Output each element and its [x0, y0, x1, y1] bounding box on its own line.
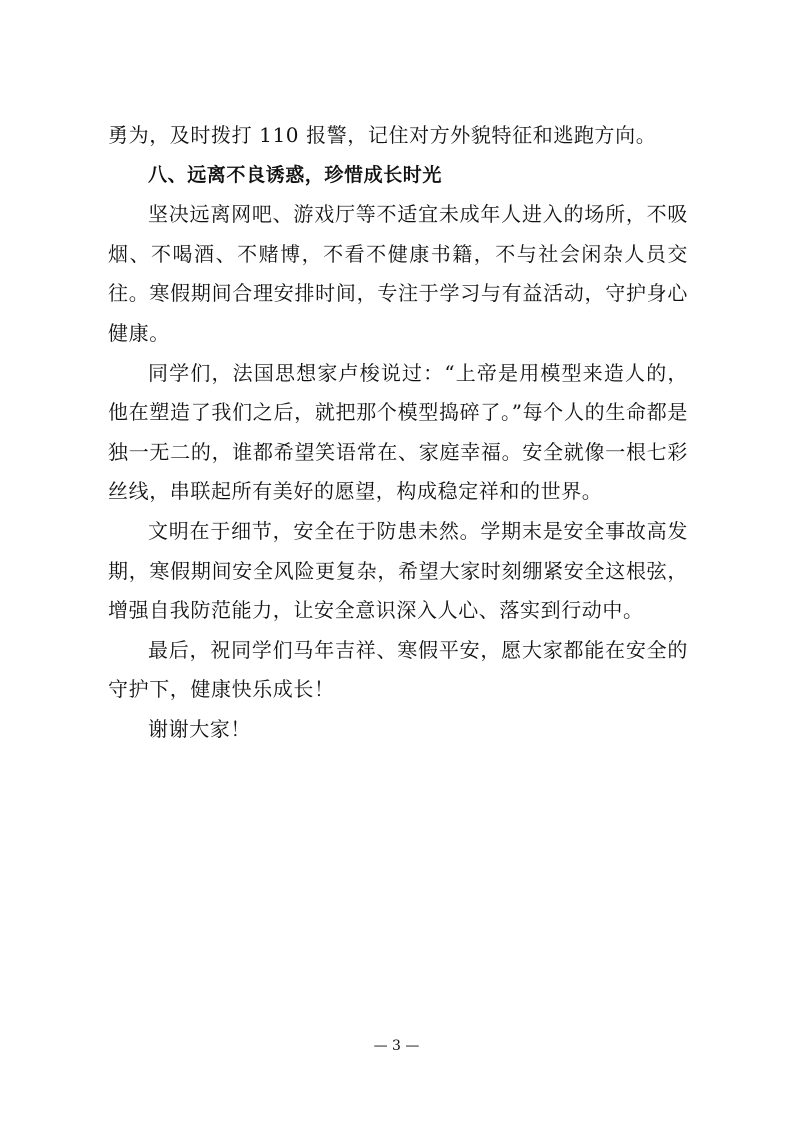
continuation-paragraph: 勇为，及时拨打 110 报警，记住对方外貌特征和逃跑方向。: [108, 123, 657, 147]
paragraph-closing-wishes: 最后，祝同学们马年吉祥、寒假平安，愿大家都能在安全的守护下，健康快乐成长！: [108, 637, 688, 702]
document-body: [108, 116, 688, 750]
section-heading: 八、远离不良诱惑，珍惜成长时光: [148, 163, 443, 186]
paragraph-civility-safety: 文明在于细节，安全在于防患未然。学期末是安全事故高发期，寒假期间安全风险更复杂，希望大家时刻绷紧安全这根弦，增强自我防范能力，让安全意识深入人心、落实到行动中。: [108, 518, 688, 623]
paragraph-thanks: 谢谢大家！: [148, 716, 251, 741]
paragraph-rousseau-quote: 同学们，法国思想家卢梭说过：“上帝是用模型来造人的，他在塑造了我们之后，就把那个模型捣碎了。”每个人的生命都是独一无二的，谁都希望笑语常在、家庭幸福。安全就像一根七彩丝线，串联起所有美好的愿望，构成稳定祥和的世界。: [108, 360, 688, 504]
page-number: — 3 —: [373, 1038, 420, 1054]
paragraph-avoid-temptation: 坚决远离网吧、游戏厅等不适宜未成年人进入的场所，不吸烟、不喝酒、不赌博，不看不健康书籍，不与社会闲杂人员交往。寒假期间合理安排时间，专注于学习与有益活动，守护身心健康。: [108, 202, 688, 345]
